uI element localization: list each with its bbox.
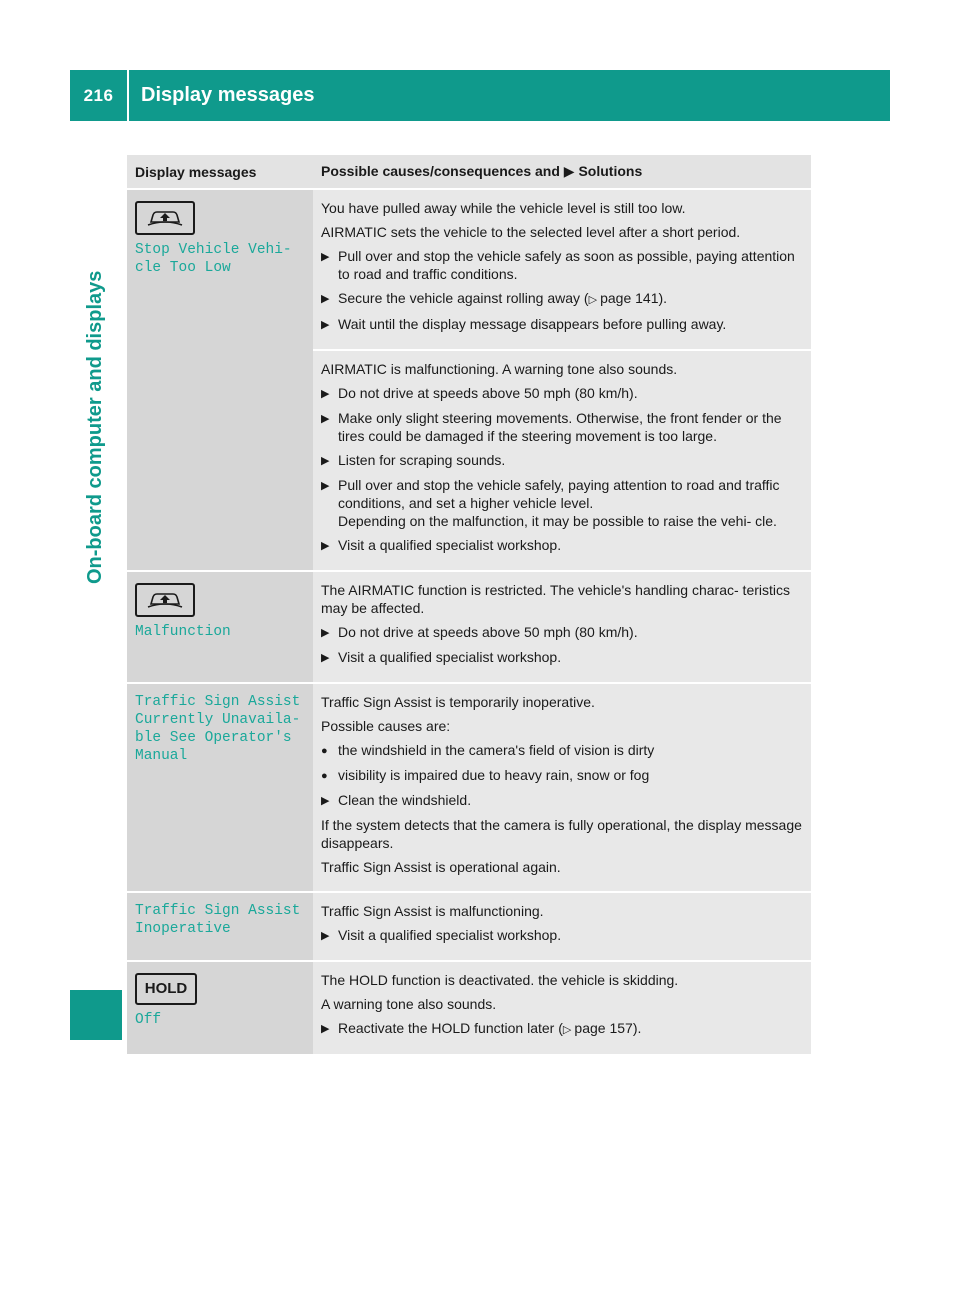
causes-solutions-cell [313,189,811,350]
page-reference-link[interactable]: page 157 [574,1020,633,1036]
solution-step [321,791,803,810]
step-text: the windshield in the camera's field of vision is dirty [338,742,655,758]
message-cell [127,961,313,1055]
solution-step [321,315,803,334]
message-cell [127,189,313,571]
solution-step [321,451,803,470]
cause-text: Traffic Sign Assist is operational again. [321,859,561,875]
bullet-icon: ● [321,770,328,782]
page-number: 216 [83,85,114,105]
causes-solutions-cell [313,683,811,892]
cause-text: You have pulled away while the vehicle level is still too low. [321,200,686,216]
display-messages-table [127,155,811,1056]
step-arrow-icon: ▶ [321,251,330,263]
display-message-text: Traffic Sign Assist Inoperative [135,903,301,937]
cause-text: If the system detects that the camera is fully operational, the display message disappears. [321,817,802,851]
step-text: Make only slight steering movements. Otherwise, the front fender or the tires could be damaged if the steering movement is too large. [338,410,782,444]
side-tab-marker [70,990,122,1040]
vehicle-level-icon [135,583,195,617]
causes-solutions-cell [313,892,811,961]
step-text: Pull over and stop the vehicle safely as soon as possible, paying attention to road and traffic conditions. [338,248,795,282]
step-arrow-icon: ▶ [321,795,330,807]
bullet-icon: ● [321,745,328,757]
cause-item [321,766,803,785]
step-arrow-icon: ▶ [321,930,330,942]
page-header [70,70,890,121]
cause-item [321,741,803,760]
step-text-end: ). [658,290,668,306]
solution-step [321,623,803,642]
page-ref-icon: ▷ [562,1024,575,1036]
step-text: Pull over and stop the vehicle safely, paying attention to road and traffic conditions, and set a higher vehicle level. [338,477,780,511]
step-text: visibility is impaired due to heavy rain, snow or fog [338,767,650,783]
cause-text: Possible causes are: [321,718,451,734]
cause-text: The AIRMATIC function is restricted. The vehicle's handling charac- teristics may be affected. [321,582,791,616]
solution-step [321,536,803,555]
cause-text: AIRMATIC sets the vehicle to the selected level after a short period. [321,224,741,240]
vehicle-level-icon [135,201,195,235]
cause-text: The HOLD function is deactivated. the vehicle is skidding. [321,972,679,988]
column-header-causes: Possible causes/consequences and ▶ Solutions [313,155,811,189]
step-text: Reactivate the HOLD function later ( [338,1020,563,1036]
solution-step [321,409,803,445]
step-extra-text: Depending on the malfunction, it may be possible to raise the vehi- cle. [338,513,777,529]
table-row [127,571,811,683]
table-row [127,892,811,961]
message-cell [127,683,313,892]
solutions-arrow-icon: ▶ [563,163,575,179]
solution-step [321,1019,803,1039]
step-text: Do not drive at speeds above 50 mph (80 km/h). [338,385,638,401]
column-header-messages: Display messages [127,155,313,189]
message-cell [127,571,313,683]
solution-step [321,289,803,309]
page-ref-icon: ▷ [588,294,601,306]
step-arrow-icon: ▶ [321,480,330,492]
step-text: Wait until the display message disappears before pulling away. [338,316,727,332]
table-row [127,683,811,892]
page-title: Display messages [141,84,315,106]
table-row [127,961,811,1055]
step-arrow-icon: ▶ [321,455,330,467]
table-row [127,189,811,350]
step-arrow-icon: ▶ [321,652,330,664]
message-cell [127,892,313,961]
display-message-text: Malfunction [135,624,231,640]
solution-step [321,476,803,530]
table-header-row [127,155,811,189]
side-tab-label-text: On-board computer and displays [84,270,106,584]
step-arrow-icon: ▶ [321,293,330,305]
step-text: Do not drive at speeds above 50 mph (80 km/h). [338,624,638,640]
page-reference-link[interactable]: page 141 [600,290,659,306]
step-arrow-icon: ▶ [321,540,330,552]
step-text: Listen for scraping sounds. [338,452,506,468]
display-message-text: Traffic Sign Assist Currently Unavaila‐ ble See Operator's Manual [135,694,301,764]
cause-text: AIRMATIC is malfunctioning. A warning tone also sounds. [321,361,678,377]
solution-step [321,926,803,945]
hold-icon: HOLD [135,973,197,1005]
step-arrow-icon: ▶ [321,319,330,331]
step-text-end: ). [632,1020,642,1036]
display-message-text: Off [135,1012,162,1028]
causes-solutions-cell [313,350,811,571]
step-text: Visit a qualified specialist workshop. [338,927,562,943]
step-text: Visit a qualified specialist workshop. [338,649,562,665]
causes-solutions-cell [313,571,811,683]
step-arrow-icon: ▶ [321,413,330,425]
side-tab-label [84,270,112,594]
step-text: Clean the windshield. [338,792,472,808]
cause-text: Traffic Sign Assist is malfunctioning. [321,903,544,919]
causes-solutions-cell [313,961,811,1055]
cause-text: A warning tone also sounds. [321,996,497,1012]
solution-step [321,384,803,403]
step-text: Visit a qualified specialist workshop. [338,537,562,553]
step-text: Secure the vehicle against rolling away ( [338,290,589,306]
step-arrow-icon: ▶ [321,1023,330,1035]
cause-text: Traffic Sign Assist is temporarily inoperative. [321,694,595,710]
solution-step [321,648,803,667]
display-message-text: Stop Vehicle Vehi‐ cle Too Low [135,242,292,276]
step-arrow-icon: ▶ [321,388,330,400]
solution-step [321,247,803,283]
step-arrow-icon: ▶ [321,627,330,639]
